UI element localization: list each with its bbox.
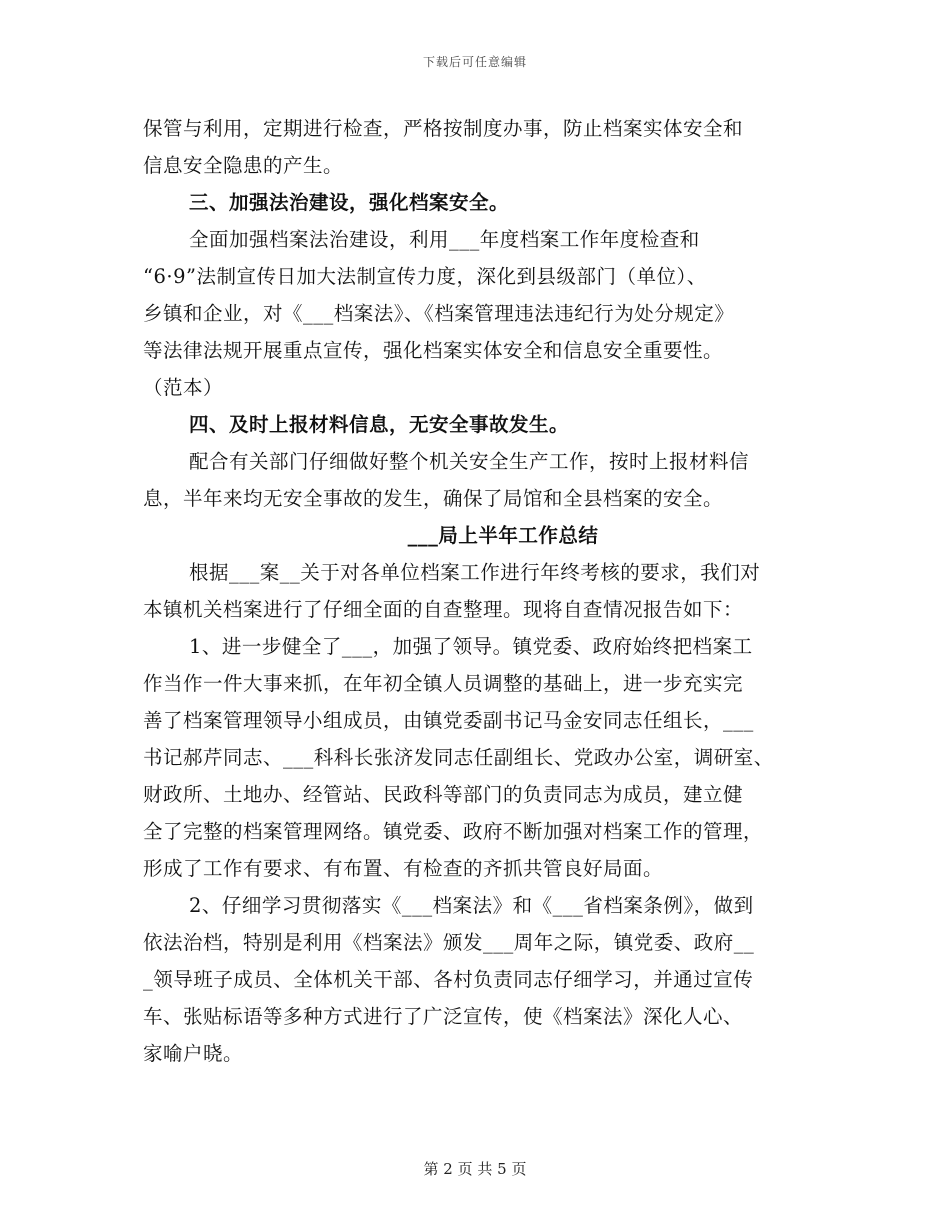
body-line: 本镇机关档案进行了仔细全面的自查整理。现将自查情况报告如下： — [143, 598, 744, 621]
section-heading-3: 三、加强法治建设，强化档案安全。 — [189, 191, 510, 214]
body-line: 车、张贴标语等多种方式进行了广泛宣传，使《档案法》深化人心、 — [143, 1005, 744, 1028]
body-line: 善了档案管理领导小组成员，由镇党委副书记马金安同志任组长，___ — [143, 709, 754, 732]
document-body — [143, 110, 823, 1072]
body-line: _领导班子成员、全体机关干部、各村负责同志仔细学习，并通过宣传 — [143, 968, 754, 991]
body-line: “6·9”法制宣传日加大法制宣传力度，深化到县级部门（单位）、 — [143, 265, 707, 288]
body-line: 1、进一步健全了___，加强了领导。镇党委、政府始终把档案工 — [189, 635, 753, 658]
body-line: 2、仔细学习贯彻落实《___档案法》和《___省档案条例》，做到 — [189, 894, 754, 917]
body-line: 信息安全隐患的产生。 — [143, 154, 344, 177]
document-title: ___局上半年工作总结 — [407, 524, 599, 547]
body-line: 配合有关部门仔细做好整个机关安全生产工作，按时上报材料信 — [189, 450, 750, 473]
body-line: （范本） — [143, 376, 224, 399]
body-line: 形成了工作有要求、有布置、有检查的齐抓共管良好局面。 — [143, 857, 664, 880]
body-line: 书记郝芹同志、___科科长张济发同志任副组长、党政办公室，调研室、 — [143, 746, 774, 769]
body-line: 全了完整的档案管理网络。镇党委、政府不断加强对档案工作的管理， — [143, 820, 764, 843]
body-line: 依法治档，特别是利用《档案法》颁发___周年之际，镇党委、政府__ — [143, 931, 755, 954]
body-line: 等法律法规开展重点宣传，强化档案实体安全和信息安全重要性。 — [143, 339, 724, 362]
body-line: 家喻户晓。 — [143, 1042, 244, 1065]
body-line: 乡镇和企业，对《___档案法》、《档案管理违法违纪行为处分规定》 — [143, 302, 735, 325]
body-line: 作当作一件大事来抓，在年初全镇人员调整的基础上，进一步充实完 — [143, 672, 744, 695]
body-line: 息，半年来均无安全事故的发生，确保了局馆和全县档案的安全。 — [143, 487, 724, 510]
body-line: 财政所、土地办、经管站、民政科等部门的负责同志为成员，建立健 — [143, 783, 744, 806]
page-header: 下载后可任意编辑 — [422, 55, 527, 69]
body-line: 保管与利用，定期进行检查，严格按制度办事，防止档案实体安全和 — [143, 117, 744, 140]
body-line: 全面加强档案法治建设，利用___年度档案工作年度检查和 — [189, 228, 700, 251]
body-line: 根据___案__关于对各单位档案工作进行年终考核的要求，我们对 — [189, 561, 761, 584]
page-footer: 第 2 页 共 5 页 — [423, 1160, 527, 1178]
section-heading-4: 四、及时上报材料信息，无安全事故发生。 — [189, 413, 570, 436]
